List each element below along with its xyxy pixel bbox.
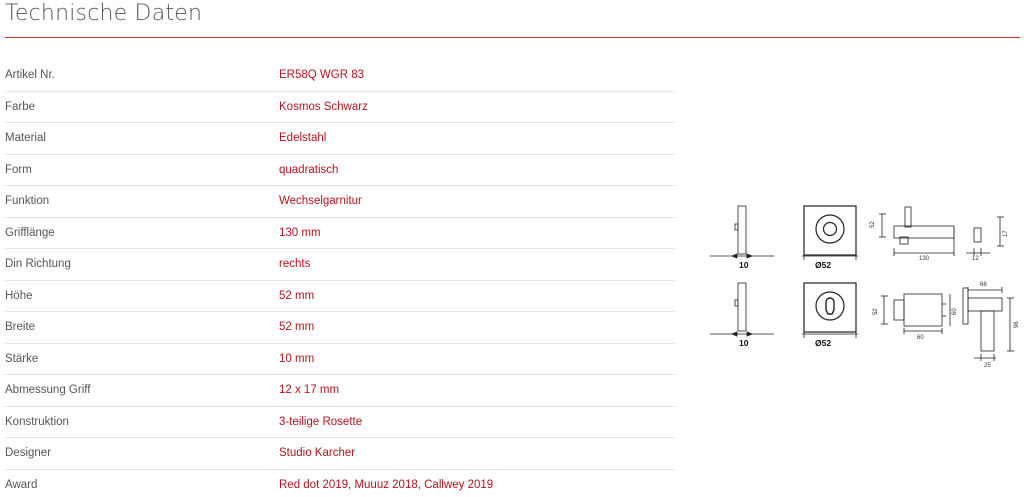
spec-value: Studio Karcher xyxy=(279,447,356,459)
spec-row-artikel xyxy=(5,60,675,92)
rosette-side-view-top xyxy=(710,206,774,258)
spec-label: Breite xyxy=(5,321,36,333)
escutcheon-handle-drawing-bottom xyxy=(881,287,1014,361)
dim-handle-width: 12 xyxy=(972,256,979,262)
spec-label: Höhe xyxy=(5,289,33,302)
spec-value: quadratisch xyxy=(279,163,339,176)
spec-label: Din Richtung xyxy=(5,258,71,270)
dim-escutcheon-height: 52 xyxy=(873,308,879,315)
spec-label: Funktion xyxy=(5,195,50,207)
dim-thickness-bottom: 10 xyxy=(739,338,749,348)
dim-thickness-top: 10 xyxy=(739,260,749,270)
spec-value: Kosmos Schwarz xyxy=(279,100,368,113)
spec-row-form xyxy=(5,155,675,187)
spec-label: Farbe xyxy=(5,100,36,113)
technical-drawing-svg xyxy=(706,200,1020,370)
spec-row-abmessung-griff xyxy=(5,375,675,407)
spec-label: Award xyxy=(5,478,38,491)
spec-row-award xyxy=(5,470,675,497)
page-title: Technische Daten xyxy=(5,1,203,26)
dim-handle-bottom-width: 25 xyxy=(984,363,991,369)
spec-value: 52 mm xyxy=(279,289,315,302)
spec-row-material xyxy=(5,123,675,155)
spec-row-hoehe xyxy=(5,281,675,313)
spec-value: Wechselgarnitur xyxy=(279,195,362,207)
dim-handle-depth: 17 xyxy=(1003,230,1009,237)
dim-escutcheon-projection: 60 xyxy=(917,335,924,341)
spec-value: ER58Q WGR 83 xyxy=(279,69,364,81)
spec-row-konstruktion xyxy=(5,407,675,439)
dim-handle-height: 52 xyxy=(870,221,876,228)
spec-row-staerke xyxy=(5,344,675,376)
spec-label: Konstruktion xyxy=(5,415,69,428)
dim-diameter-bottom: Ø52 xyxy=(815,338,832,348)
escutcheon-side-view-bottom xyxy=(710,283,774,336)
rosette-front-view-top xyxy=(802,206,858,260)
spec-table xyxy=(5,60,675,497)
escutcheon-front-view-bottom xyxy=(802,283,858,338)
spec-value: Red dot 2019, Muuuz 2018, Callwey 2019 xyxy=(279,478,494,491)
spec-label: Stärke xyxy=(5,352,39,365)
spec-label: Artikel Nr. xyxy=(5,69,55,81)
dim-handle-top-width: 68 xyxy=(980,282,987,288)
spec-value: rechts xyxy=(279,258,311,270)
spec-value: 3-teilige Rosette xyxy=(279,415,363,428)
spec-label: Material xyxy=(5,132,46,144)
spec-row-designer xyxy=(5,438,675,470)
lever-handle-drawing-top xyxy=(879,207,1004,256)
dim-diameter-top: Ø52 xyxy=(815,260,832,270)
spec-label: Abmessung Griff xyxy=(5,384,91,396)
spec-value: 12 x 17 mm xyxy=(279,384,340,396)
spec-value: 52 mm xyxy=(279,321,315,333)
spec-label: Form xyxy=(5,163,32,176)
spec-value: 10 mm xyxy=(279,352,315,365)
spec-value: 130 mm xyxy=(279,226,321,239)
technical-drawings xyxy=(706,200,1020,370)
spec-row-grifflaenge xyxy=(5,218,675,250)
spec-row-funktion xyxy=(5,186,675,218)
spec-label: Designer xyxy=(5,447,52,459)
dim-handle-length: 130 xyxy=(919,256,930,262)
spec-row-farbe xyxy=(5,92,675,124)
dim-escutcheon-depth: 60 xyxy=(952,308,958,315)
dim-handle-side-height: 96 xyxy=(1014,321,1020,328)
spec-label: Grifflänge xyxy=(5,226,55,239)
spec-value: Edelstahl xyxy=(279,132,327,144)
spec-row-din-richtung xyxy=(5,249,675,281)
spec-row-breite xyxy=(5,312,675,344)
title-divider xyxy=(5,37,1020,38)
